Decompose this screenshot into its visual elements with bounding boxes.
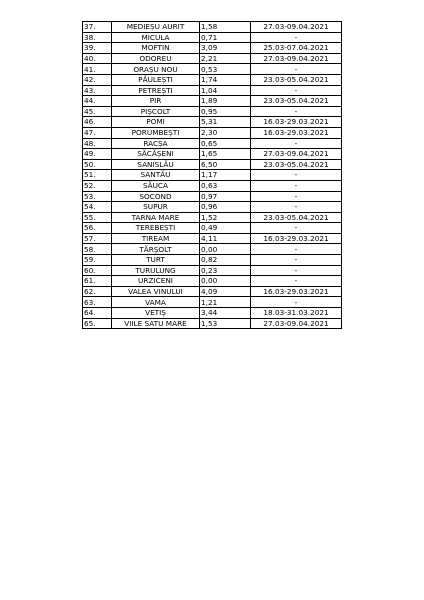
- table-row: [83, 43, 342, 54]
- locality-name: PIȘCOLT: [112, 106, 200, 117]
- locality-name: PETREȘTI: [112, 85, 200, 96]
- period-range: 23.03-05.04.2021: [251, 74, 342, 85]
- locality-table: [82, 21, 342, 329]
- period-range: 27.03-09.04.2021: [251, 53, 342, 64]
- row-number: 46.: [83, 117, 112, 128]
- row-number: 41.: [83, 64, 112, 75]
- period-range: -: [251, 106, 342, 117]
- table-body: [83, 22, 342, 329]
- row-number: 54.: [83, 202, 112, 213]
- row-number: 38.: [83, 32, 112, 43]
- table-row: [83, 244, 342, 255]
- table-row: [83, 106, 342, 117]
- rate-value: 0,96: [200, 202, 251, 213]
- row-number: 39.: [83, 43, 112, 54]
- row-number: 47.: [83, 127, 112, 138]
- row-number: 64.: [83, 308, 112, 319]
- period-range: 18.03-31.03.2021: [251, 308, 342, 319]
- rate-value: 6,50: [200, 159, 251, 170]
- table-row: [83, 233, 342, 244]
- table-row: [83, 159, 342, 170]
- period-range: -: [251, 191, 342, 202]
- rate-value: 1,58: [200, 22, 251, 33]
- rate-value: 1,74: [200, 74, 251, 85]
- row-number: 43.: [83, 85, 112, 96]
- period-range: 16.03-29.03.2021: [251, 117, 342, 128]
- period-range: -: [251, 138, 342, 149]
- locality-name: SUPUR: [112, 202, 200, 213]
- table-row: [83, 286, 342, 297]
- row-number: 61.: [83, 276, 112, 287]
- locality-name: POMI: [112, 117, 200, 128]
- locality-name: TEREBEȘTI: [112, 223, 200, 234]
- period-range: 16.03-29.03.2021: [251, 127, 342, 138]
- rate-value: 1,17: [200, 170, 251, 181]
- row-number: 48.: [83, 138, 112, 149]
- row-number: 40.: [83, 53, 112, 64]
- table-row: [83, 32, 342, 43]
- rate-value: 1,52: [200, 212, 251, 223]
- rate-value: 3,44: [200, 308, 251, 319]
- locality-name: SANTĂU: [112, 170, 200, 181]
- table-row: [83, 127, 342, 138]
- table-row: [83, 297, 342, 308]
- row-number: 63.: [83, 297, 112, 308]
- row-number: 56.: [83, 223, 112, 234]
- rate-value: 0,00: [200, 276, 251, 287]
- locality-name: TIREAM: [112, 233, 200, 244]
- rate-value: 1,89: [200, 96, 251, 107]
- table-row: [83, 318, 342, 329]
- table-row: [83, 202, 342, 213]
- rate-value: 2,30: [200, 127, 251, 138]
- rate-value: 1,21: [200, 297, 251, 308]
- period-range: 23.03-05.04.2021: [251, 159, 342, 170]
- row-number: 49.: [83, 149, 112, 160]
- rate-value: 0,63: [200, 180, 251, 191]
- table-row: [83, 308, 342, 319]
- rate-value: 0,97: [200, 191, 251, 202]
- locality-name: PĂULEȘTI: [112, 74, 200, 85]
- period-range: -: [251, 202, 342, 213]
- locality-name: ORAȘU NOU: [112, 64, 200, 75]
- table-row: [83, 22, 342, 33]
- rate-value: 2,21: [200, 53, 251, 64]
- period-range: -: [251, 265, 342, 276]
- rate-value: 0,71: [200, 32, 251, 43]
- rate-value: 4,11: [200, 233, 251, 244]
- table-row: [83, 149, 342, 160]
- row-number: 62.: [83, 286, 112, 297]
- table-row: [83, 180, 342, 191]
- row-number: 37.: [83, 22, 112, 33]
- period-range: 25.03-07.04.2021: [251, 43, 342, 54]
- locality-name: PORUMBEȘTI: [112, 127, 200, 138]
- table-row: [83, 64, 342, 75]
- table-row: [83, 265, 342, 276]
- table-row: [83, 53, 342, 64]
- locality-name: VIILE SATU MARE: [112, 318, 200, 329]
- rate-value: 0,95: [200, 106, 251, 117]
- rate-value: 0,53: [200, 64, 251, 75]
- row-number: 55.: [83, 212, 112, 223]
- period-range: -: [251, 244, 342, 255]
- rate-value: 5,31: [200, 117, 251, 128]
- table-row: [83, 74, 342, 85]
- table-row: [83, 170, 342, 181]
- row-number: 59.: [83, 255, 112, 266]
- rate-value: 0,00: [200, 244, 251, 255]
- table-row: [83, 223, 342, 234]
- locality-name: TARNA MARE: [112, 212, 200, 223]
- period-range: 16.03-29.03.2021: [251, 233, 342, 244]
- period-range: 16.03-29.03.2021: [251, 286, 342, 297]
- table-row: [83, 191, 342, 202]
- rate-value: 0,49: [200, 223, 251, 234]
- row-number: 44.: [83, 96, 112, 107]
- period-range: 27.03-09.04.2021: [251, 22, 342, 33]
- row-number: 45.: [83, 106, 112, 117]
- rate-value: 1,04: [200, 85, 251, 96]
- period-range: -: [251, 223, 342, 234]
- rate-value: 1,53: [200, 318, 251, 329]
- table-row: [83, 117, 342, 128]
- table-row: [83, 85, 342, 96]
- row-number: 50.: [83, 159, 112, 170]
- row-number: 65.: [83, 318, 112, 329]
- row-number: 58.: [83, 244, 112, 255]
- period-range: -: [251, 255, 342, 266]
- row-number: 53.: [83, 191, 112, 202]
- period-range: 27.03-09.04.2021: [251, 149, 342, 160]
- locality-name: RACȘA: [112, 138, 200, 149]
- locality-name: VAMA: [112, 297, 200, 308]
- locality-name: TURULUNG: [112, 265, 200, 276]
- period-range: 27.03-09.04.2021: [251, 318, 342, 329]
- period-range: -: [251, 64, 342, 75]
- locality-name: MEDIEȘU AURIT: [112, 22, 200, 33]
- locality-name: TĂRȘOLT: [112, 244, 200, 255]
- locality-name: SĂCĂȘENI: [112, 149, 200, 160]
- period-range: 23.03-05.04.2021: [251, 96, 342, 107]
- rate-value: 0,23: [200, 265, 251, 276]
- table-row: [83, 212, 342, 223]
- locality-name: PIR: [112, 96, 200, 107]
- locality-name: VETIȘ: [112, 308, 200, 319]
- locality-name: SANISLĂU: [112, 159, 200, 170]
- row-number: 42.: [83, 74, 112, 85]
- period-range: -: [251, 170, 342, 181]
- rate-value: 3,09: [200, 43, 251, 54]
- locality-name: URZICENI: [112, 276, 200, 287]
- period-range: -: [251, 297, 342, 308]
- row-number: 52.: [83, 180, 112, 191]
- table-row: [83, 96, 342, 107]
- row-number: 60.: [83, 265, 112, 276]
- table-row: [83, 255, 342, 266]
- locality-name: VALEA VINULUI: [112, 286, 200, 297]
- period-range: -: [251, 180, 342, 191]
- locality-name: ODOREU: [112, 53, 200, 64]
- row-number: 57.: [83, 233, 112, 244]
- table-row: [83, 276, 342, 287]
- rate-value: 0,82: [200, 255, 251, 266]
- locality-name: SĂUCA: [112, 180, 200, 191]
- locality-name: SOCOND: [112, 191, 200, 202]
- period-range: -: [251, 32, 342, 43]
- locality-name: MOFTIN: [112, 43, 200, 54]
- table-row: [83, 138, 342, 149]
- row-number: 51.: [83, 170, 112, 181]
- rate-value: 4,09: [200, 286, 251, 297]
- period-range: 23.03-05.04.2021: [251, 212, 342, 223]
- period-range: -: [251, 85, 342, 96]
- rate-value: 1,65: [200, 149, 251, 160]
- locality-name: MICULA: [112, 32, 200, 43]
- rate-value: 0,65: [200, 138, 251, 149]
- period-range: -: [251, 276, 342, 287]
- locality-name: TURT: [112, 255, 200, 266]
